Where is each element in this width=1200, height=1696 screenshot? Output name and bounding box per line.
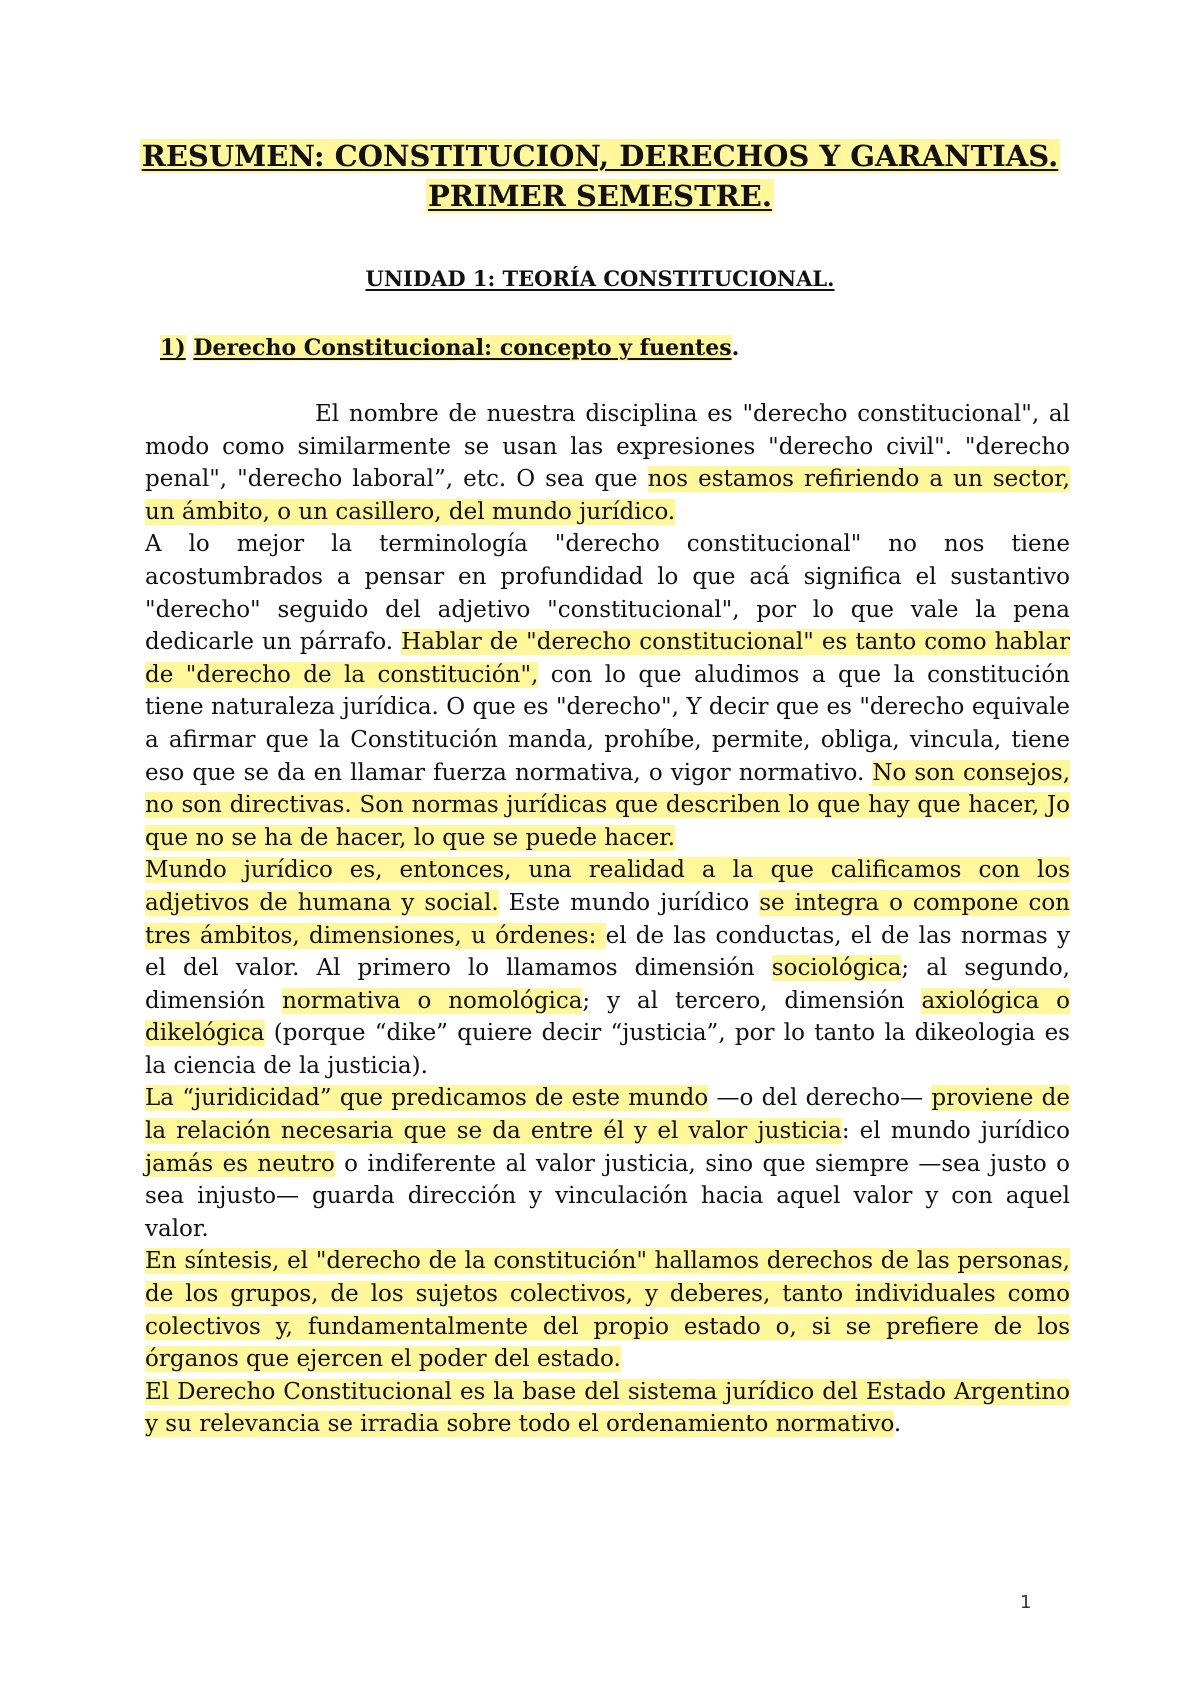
text-run: (porque “dike” quiere decir “justicia”, por lo tanto la dikeologia es la ciencia de la justicia).: [145, 1020, 1070, 1079]
paragraph-2: [145, 528, 1070, 854]
paragraph-5: [145, 1245, 1070, 1375]
highlighted-text: La “juridicidad” que predicamos de este mundo: [145, 1085, 709, 1112]
section-title: Derecho Constitucional: concepto y fuentes: [193, 335, 732, 361]
highlighted-text: Mundo jurídico es, entonces, una realidad a la que calificamos con los adjetivos de humana y social.: [145, 857, 1070, 916]
text-run: .: [893, 1411, 902, 1438]
highlighted-text: se integra o compone con tres ámbitos, dimensiones, u órdenes:: [145, 889, 1070, 949]
paragraph-3: [145, 854, 1070, 1082]
text-run: El nombre de nuestra disciplina es "derecho constitucional", al modo como similarmente se usan las expresiones "derecho civil". "derecho penal", "derecho laboral”, etc. O sea que: [145, 401, 1070, 493]
unit-title: UNIDAD 1: TEORÍA CONSTITUCIONAL.: [365, 266, 835, 291]
highlighted-text: No son consejos, no son directivas. Son normas jurídicas que describen lo que hay que hacer, Jo que no se ha de hacer, lo que se puede hacer.: [145, 759, 1071, 851]
highlighted-text: En síntesis, el "derecho de la constitución" hallamos derechos de las personas, de los grupos, de los sujetos colectivos, y deberes, tanto individuales como colectivos y, fundamentalmente del propio estado o, si se prefiere de los órganos que ejercen el poder del estado.: [145, 1248, 1070, 1373]
text-run: —o del derecho—: [708, 1085, 932, 1112]
highlighted-text: normativa o nomológica: [282, 987, 583, 1014]
text-run: Este mundo jurídico: [498, 889, 760, 916]
text-run: A lo mejor la terminología "derecho constitucional" no nos tiene acostumbrados a pensar en profundidad lo que acá significa el sustantivo "derecho" seguido del adjetivo "constitucional", por lo que vale la pena dedicarle un párrafo.: [145, 531, 1070, 656]
highlighted-text: jamás es neutro: [145, 1150, 335, 1177]
paragraph-1: [145, 398, 1070, 528]
paragraph-6: [145, 1376, 1070, 1441]
section-title-period: .: [731, 335, 740, 361]
text-run: ; al segundo, dimensión: [145, 955, 1070, 1014]
page-number: 1: [1020, 1592, 1032, 1613]
section-heading: [160, 330, 739, 366]
text-run: el de las conductas, el de las normas y el del valor. Al primero lo llamamos dimensión: [145, 922, 1070, 982]
text-run: con lo que aludimos a que la constitución tiene naturaleza jurídica. O que es "derecho", Y decir que es "derecho equivale a afirmar que la Constitución manda, prohíbe, permite, obliga, vincula, tiene eso que se da en llamar fuerza normativa, o vigor normativo.: [145, 661, 1070, 786]
body-text: [145, 398, 1070, 1441]
highlighted-text: El Derecho Constitucional es la base del sistema jurídico del Estado Argentino y su relevancia se irradia sobre todo el ordenamiento normativo: [145, 1378, 1070, 1438]
section-number: 1): [160, 335, 186, 361]
highlighted-text: sociológica: [771, 955, 902, 982]
document-title-line2: PRIMER SEMESTRE.: [428, 179, 772, 213]
highlighted-text: axiológica o dikelógica: [145, 987, 1070, 1047]
text-run: : el mundo jurídico: [841, 1118, 1070, 1145]
text-run: ; y al tercero, dimensión: [582, 987, 922, 1014]
document-title-line1: RESUMEN: CONSTITUCION, DERECHOS Y GARANTIAS.: [141, 139, 1059, 173]
highlighted-text: proviene de la relación necesaria que se da entre él y el valor justicia: [145, 1085, 1070, 1145]
text-run: o indiferente al valor justicia, sino que siempre —sea justo o sea injusto— guarda dirección y vinculación hacia aquel valor y con aquel valor.: [145, 1150, 1070, 1242]
highlighted-text: Hablar de "derecho constitucional" es tanto como hablar de "derecho de la constitución",: [145, 629, 1070, 688]
paragraph-4: [145, 1082, 1070, 1245]
highlighted-text: nos estamos refiriendo a un sector, un ámbito, o un casillero, del mundo jurídico.: [145, 466, 1070, 525]
